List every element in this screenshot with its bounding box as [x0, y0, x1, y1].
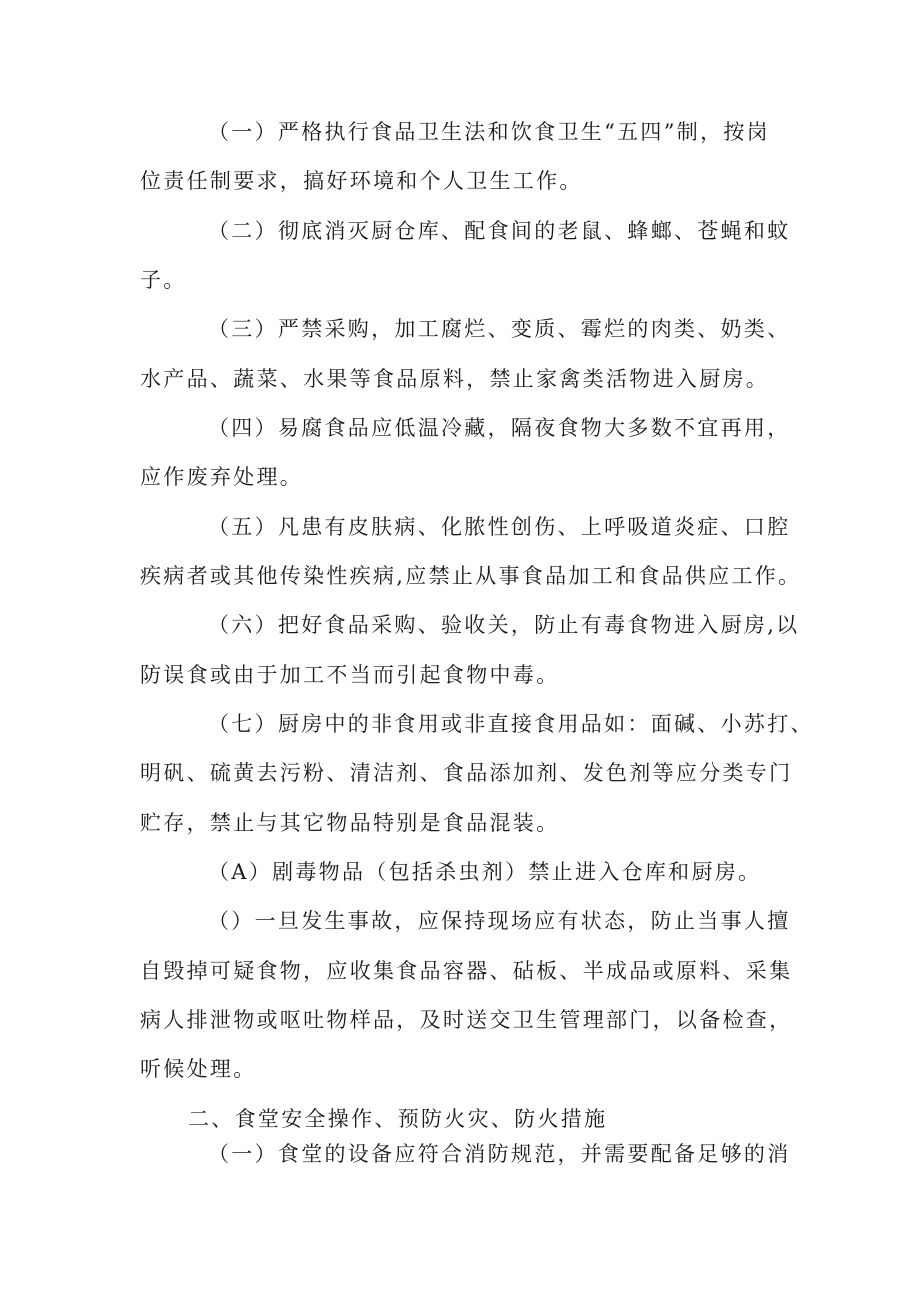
- paragraph-line: 疾病者或其他传染性疾病,应禁止从事食品加工和食品供应工作。: [140, 564, 802, 588]
- paragraph-line: 病人排泄物或呕吐物样品，及时送交卫生管理部门，以备检查，: [140, 1008, 793, 1032]
- paragraph-line: 位责任制要求，搞好环境和个人卫生工作。: [140, 169, 583, 193]
- paragraph-line: 贮存，禁止与其它物品特别是食品混装。: [140, 811, 560, 835]
- paragraph-line: （五）凡患有皮肤病、化脓性创伤、上呼吸道炎症、口腔: [208, 515, 791, 539]
- paragraph-line: （三）严禁采购，加工腐烂、变质、霉烂的肉类、奶类、: [208, 317, 791, 341]
- paragraph-line: （二）彻底消灭厨仓库、配食间的老鼠、蜂螂、苍蝇和蚊: [208, 219, 791, 243]
- paragraph-line: 应作废弃处理。: [140, 465, 304, 489]
- paragraph-line: （七）厨房中的非食用或非直接食用品如：面碱、小苏打、: [208, 712, 814, 736]
- paragraph-line: （一）食堂的设备应符合消防规范，并需要配备足够的消: [208, 1142, 791, 1166]
- paragraph-line: （一）严格执行食品卫生法和饮食卫生“五四”制，按岗: [208, 120, 770, 144]
- paragraph-line: （六）把好食品采购、验收关，防止有毒食物进入厨房,以: [208, 613, 800, 637]
- paragraph-line: （四）易腐食品应低温冷藏，隔夜食物大多数不宜再用，: [208, 416, 791, 440]
- paragraph-line: 子。: [140, 268, 187, 292]
- paragraph-line: （）一旦发生事故，应保持现场应有状态，防止当事人擅: [208, 909, 791, 933]
- paragraph-line: 明矾、硫黄去污粉、清洁剂、食品添加剂、发色剂等应分类专门: [140, 761, 793, 785]
- paragraph-line: （A）剧毒物品（包括杀虫剂）禁止进入仓库和厨房。: [208, 860, 762, 884]
- paragraph-line: 自毁掉可疑食物，应收集食品容器、砧板、半成品或原料、采集: [140, 959, 793, 983]
- section-heading: 二、食堂安全操作、预防火灾、防火措施: [188, 1107, 608, 1131]
- paragraph-line: 防误食或由于加工不当而引起食物中毒。: [140, 663, 560, 687]
- paragraph-line: 水产品、蔬菜、水果等食品原料，禁止家禽类活物进入厨房。: [140, 367, 770, 391]
- paragraph-line: 听候处理。: [140, 1057, 257, 1081]
